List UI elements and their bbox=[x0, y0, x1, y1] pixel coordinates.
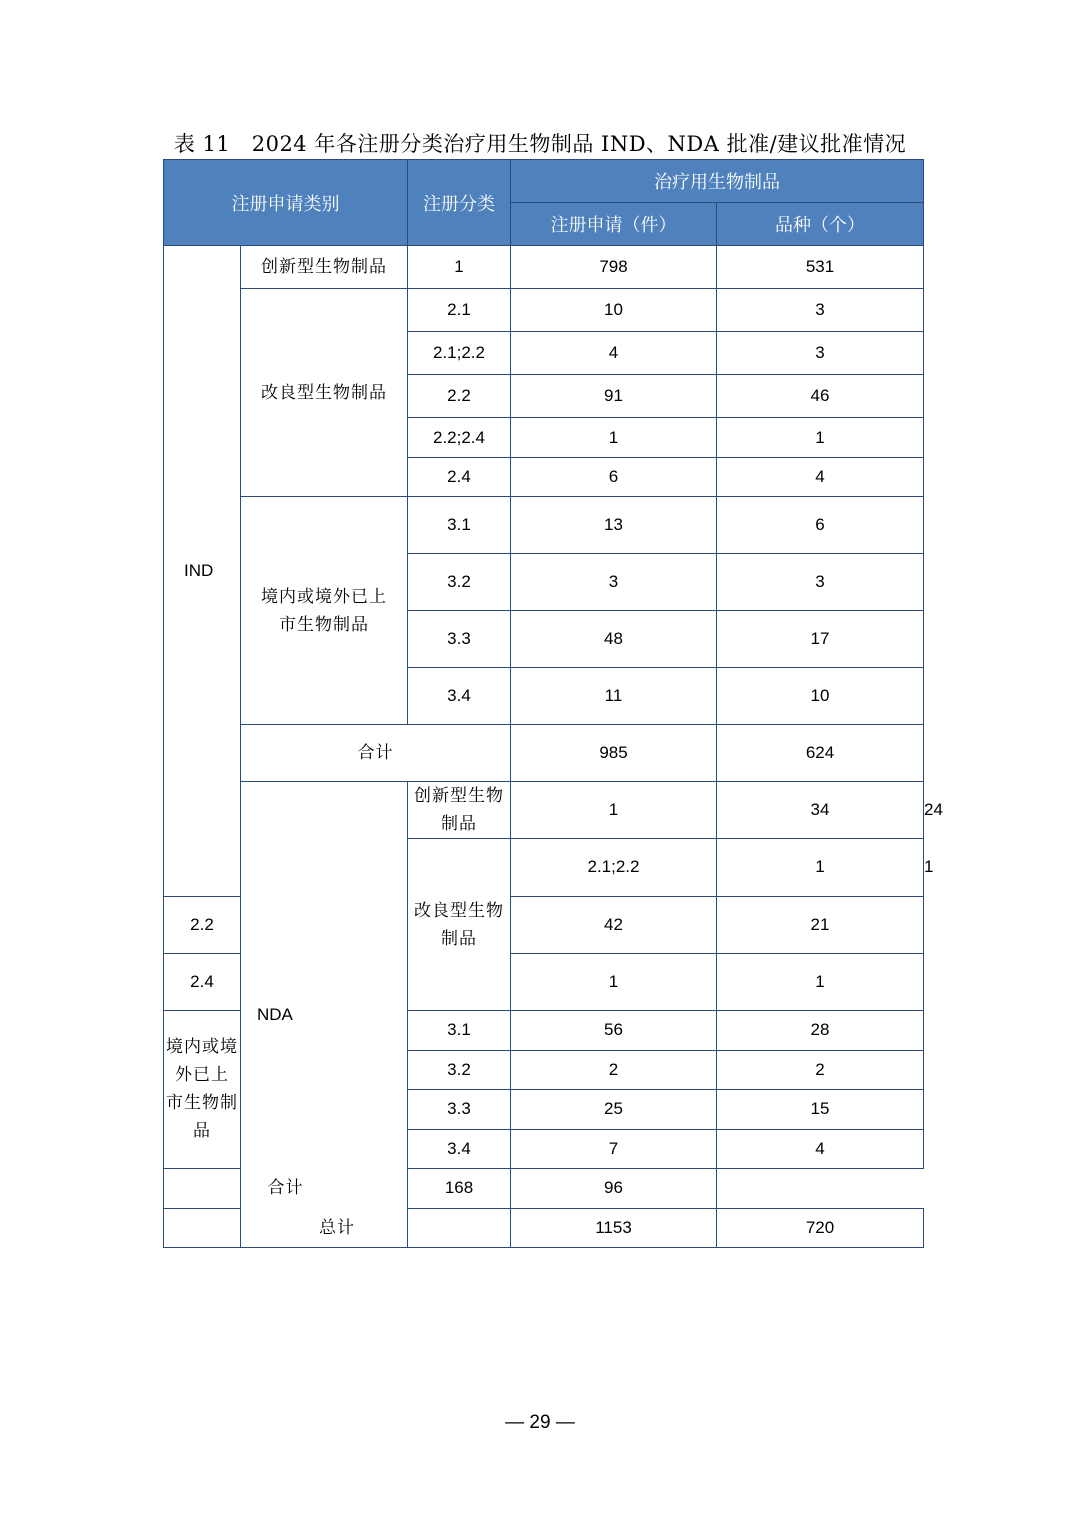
varieties-cell: 3 bbox=[717, 332, 924, 375]
table-row: 改良型生物制品 2.1;2.2 1 1 bbox=[164, 839, 924, 896]
applications-cell: 48 bbox=[511, 611, 717, 668]
class-cell: 1 bbox=[408, 246, 511, 289]
class-cell: 3.3 bbox=[408, 1089, 511, 1129]
applications-cell: 985 bbox=[511, 725, 717, 782]
applications-cell: 91 bbox=[511, 375, 717, 418]
applications-cell: 4 bbox=[511, 332, 717, 375]
class-cell: 3.4 bbox=[408, 1129, 511, 1168]
table-row bbox=[164, 497, 924, 554]
varieties-cell: 1 bbox=[717, 953, 924, 1010]
header-group: 治疗用生物制品 bbox=[511, 160, 924, 203]
applications-cell: 3 bbox=[511, 554, 717, 611]
class-cell: 2.2 bbox=[408, 375, 511, 418]
varieties-cell: 624 bbox=[717, 725, 924, 782]
varieties-cell: 4 bbox=[717, 1129, 924, 1168]
applications-cell: 168 bbox=[408, 1168, 511, 1208]
header-varieties: 品种（个） bbox=[717, 203, 924, 246]
class-cell: 2.2;2.4 bbox=[408, 418, 511, 458]
applications-cell: 25 bbox=[511, 1089, 717, 1129]
varieties-cell: 10 bbox=[717, 668, 924, 725]
applications-cell: 6 bbox=[511, 458, 717, 497]
table-row bbox=[164, 246, 924, 289]
total-label: 总计 bbox=[164, 1208, 511, 1247]
varieties-cell: 28 bbox=[717, 1010, 924, 1050]
section-ind: IND bbox=[164, 246, 241, 897]
category-marketed-line2: 市生物制品 bbox=[279, 614, 369, 634]
varieties-cell: 15 bbox=[717, 1089, 924, 1129]
applications-cell: 34 bbox=[717, 782, 924, 839]
class-cell: 3.4 bbox=[408, 668, 511, 725]
approval-table bbox=[163, 159, 943, 1248]
class-cell: 2.1 bbox=[408, 289, 511, 332]
category-marketed-line1: 境内或境外已上 bbox=[166, 1037, 238, 1085]
table-caption: 表 11 2024 年各注册分类治疗用生物制品 IND、NDA 批准/建议批准情况 bbox=[173, 132, 907, 156]
category-marketed bbox=[164, 1010, 241, 1168]
varieties-cell: 3 bbox=[717, 554, 924, 611]
applications-cell: 42 bbox=[511, 896, 717, 953]
class-cell: 2.2 bbox=[164, 896, 241, 953]
varieties-cell: 96 bbox=[511, 1168, 717, 1208]
class-cell: 2.1;2.2 bbox=[408, 332, 511, 375]
class-cell: 3.2 bbox=[408, 554, 511, 611]
class-cell: 2.4 bbox=[408, 458, 511, 497]
subtotal-row bbox=[164, 725, 924, 782]
subtotal-row bbox=[164, 1168, 924, 1208]
applications-cell: 56 bbox=[511, 1010, 717, 1050]
varieties-cell: 1 bbox=[717, 418, 924, 458]
applications-cell: 1 bbox=[511, 953, 717, 1010]
applications-cell: 1 bbox=[511, 418, 717, 458]
varieties-cell: 46 bbox=[717, 375, 924, 418]
varieties-cell: 21 bbox=[717, 896, 924, 953]
table-row: NDA 创新型生物制品 1 34 24 bbox=[164, 782, 924, 839]
class-cell: 2.4 bbox=[164, 953, 241, 1010]
category-marketed bbox=[241, 497, 408, 725]
category-marketed-line1: 境内或境外已上 bbox=[261, 586, 387, 606]
category-marketed-line2: 市生物制品 bbox=[166, 1093, 238, 1141]
class-cell: 3.1 bbox=[408, 1010, 511, 1050]
header-applications: 注册申请（件） bbox=[511, 203, 717, 246]
applications-cell: 10 bbox=[511, 289, 717, 332]
header-category: 注册申请类别 bbox=[164, 160, 408, 246]
category-improved: 改良型生物制品 bbox=[241, 289, 408, 497]
category-innovative: 创新型生物制品 bbox=[241, 246, 408, 289]
category-improved: 改良型生物制品 bbox=[408, 839, 511, 1010]
category-innovative: 创新型生物制品 bbox=[408, 782, 511, 839]
applications-cell: 1153 bbox=[511, 1208, 717, 1247]
total-row bbox=[164, 1208, 924, 1247]
applications-cell: 7 bbox=[511, 1129, 717, 1168]
varieties-cell: 17 bbox=[717, 611, 924, 668]
applications-cell: 2 bbox=[511, 1050, 717, 1089]
varieties-cell: 4 bbox=[717, 458, 924, 497]
section-nda: NDA bbox=[241, 782, 408, 1248]
varieties-cell: 531 bbox=[717, 246, 924, 289]
applications-cell: 1 bbox=[717, 839, 924, 896]
subtotal-label: 合计 bbox=[241, 725, 511, 782]
applications-cell: 13 bbox=[511, 497, 717, 554]
class-cell: 3.1 bbox=[408, 497, 511, 554]
varieties-cell: 3 bbox=[717, 289, 924, 332]
header-class: 注册分类 bbox=[408, 160, 511, 246]
table-row bbox=[164, 289, 924, 332]
applications-cell: 11 bbox=[511, 668, 717, 725]
subtotal-label: 合计 bbox=[164, 1168, 408, 1208]
class-cell: 3.3 bbox=[408, 611, 511, 668]
varieties-cell: 720 bbox=[717, 1208, 924, 1247]
varieties-cell: 2 bbox=[717, 1050, 924, 1089]
applications-cell: 798 bbox=[511, 246, 717, 289]
page-number: — 29 — bbox=[505, 1412, 575, 1433]
varieties-cell: 6 bbox=[717, 497, 924, 554]
class-cell: 2.1;2.2 bbox=[511, 839, 717, 896]
class-cell: 3.2 bbox=[408, 1050, 511, 1089]
class-cell: 1 bbox=[511, 782, 717, 839]
